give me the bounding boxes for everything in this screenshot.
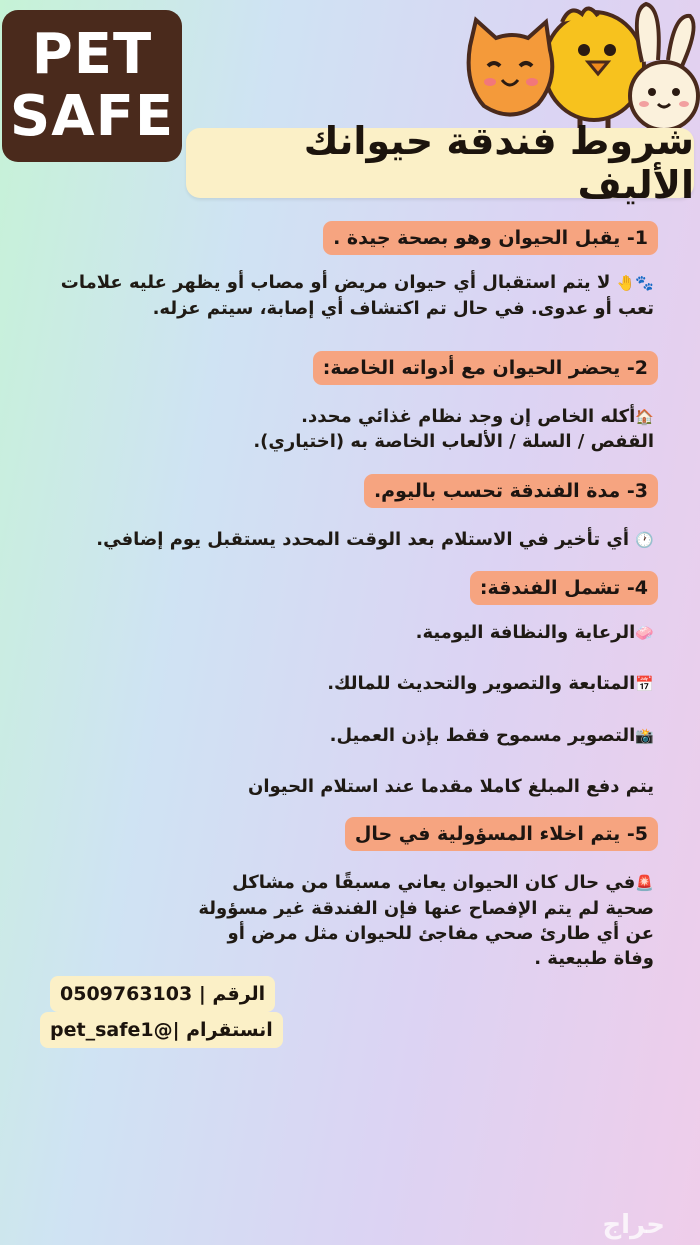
logo-line-2: SAFE: [9, 84, 175, 149]
section-4-line-4-row: [44, 774, 654, 799]
section-4-line-4: يتم دفع المبلغ كاملا مقدما عند استلام الحيوان: [247, 776, 654, 797]
bird-icon: [544, 8, 644, 132]
section-4-line-2: المتابعة والتصوير والتحديث للمالك.: [327, 673, 636, 694]
section-1-heading: 1- يقبل الحيوان وهو بصحة جيدة .: [323, 221, 658, 255]
section-5-heading: 5- يتم اخلاء المسؤولية في حال: [345, 817, 658, 851]
section-2-line-2-row: [44, 429, 654, 454]
section-3-line-row: [34, 527, 654, 553]
instagram-contact: انستقرام |@pet_safe1: [40, 1012, 283, 1048]
section-2-line-1-row: [44, 404, 654, 430]
house-icon: 🏠: [635, 408, 654, 426]
section-2-heading: 2- يحضر الحيوان مع أدواته الخاصة:: [313, 351, 658, 385]
section-5-line-1: في حال كان الحيوان يعاني مسبقًا من مشاكل صحية لم يتم الإفصاح عنها فإن الفندقة غير مسؤولة عن أي طارئ صحي مفاجئ للحيوان مثل مرض أو وفاة طبيعية .: [198, 872, 654, 969]
section-4-line-3-row: [44, 723, 654, 749]
section-1-line-1: لا يتم استقبال أي حيوان مريض أو مصاب أو يظهر عليه علامات تعب أو عدوى. في حال تم اكتشاف أي إصابة، سيتم عزله.: [60, 272, 654, 319]
section-2-line-1: أكله الخاص إن وجد نظام غذائي محدد.: [301, 406, 636, 427]
siren-icon: 🚨: [635, 874, 654, 892]
phone-contact: الرقم | 0509763103: [50, 976, 275, 1012]
logo-line-1: PET: [31, 22, 153, 87]
page-title: شروط فندقة حيوانك الأليف: [303, 119, 694, 207]
section-1-text: [44, 270, 654, 321]
section-5-text: [194, 870, 654, 971]
clock-icon: 🕐: [635, 531, 654, 549]
cat-icon: [469, 20, 553, 115]
soap-icon: 🧼: [635, 624, 654, 642]
section-3-line-1: أي تأخير في الاستلام بعد الوقت المحدد يستقبل يوم إضافي.: [96, 529, 636, 550]
paw-icon: 🐾🤚: [616, 274, 654, 292]
haraj-watermark: حراج: [602, 1210, 665, 1240]
section-4-line-1-row: [44, 620, 654, 646]
section-4-line-2-row: [44, 671, 654, 697]
section-3-heading: 3- مدة الفندقة تحسب باليوم.: [364, 474, 658, 508]
section-2-line-2: القفص / السلة / الألعاب الخاصة به (اختياري).: [253, 431, 654, 452]
camera-icon: 📸: [635, 727, 654, 745]
section-4-line-3: التصوير مسموح فقط بإذن العميل.: [329, 725, 636, 746]
section-4-line-1: الرعاية والنظافة اليومية.: [415, 622, 636, 643]
section-4-heading: 4- تشمل الفندقة:: [470, 571, 658, 605]
calendar-icon: 📅: [635, 675, 654, 693]
pet-safe-logo: [2, 10, 182, 162]
page-title-box: [186, 119, 694, 207]
